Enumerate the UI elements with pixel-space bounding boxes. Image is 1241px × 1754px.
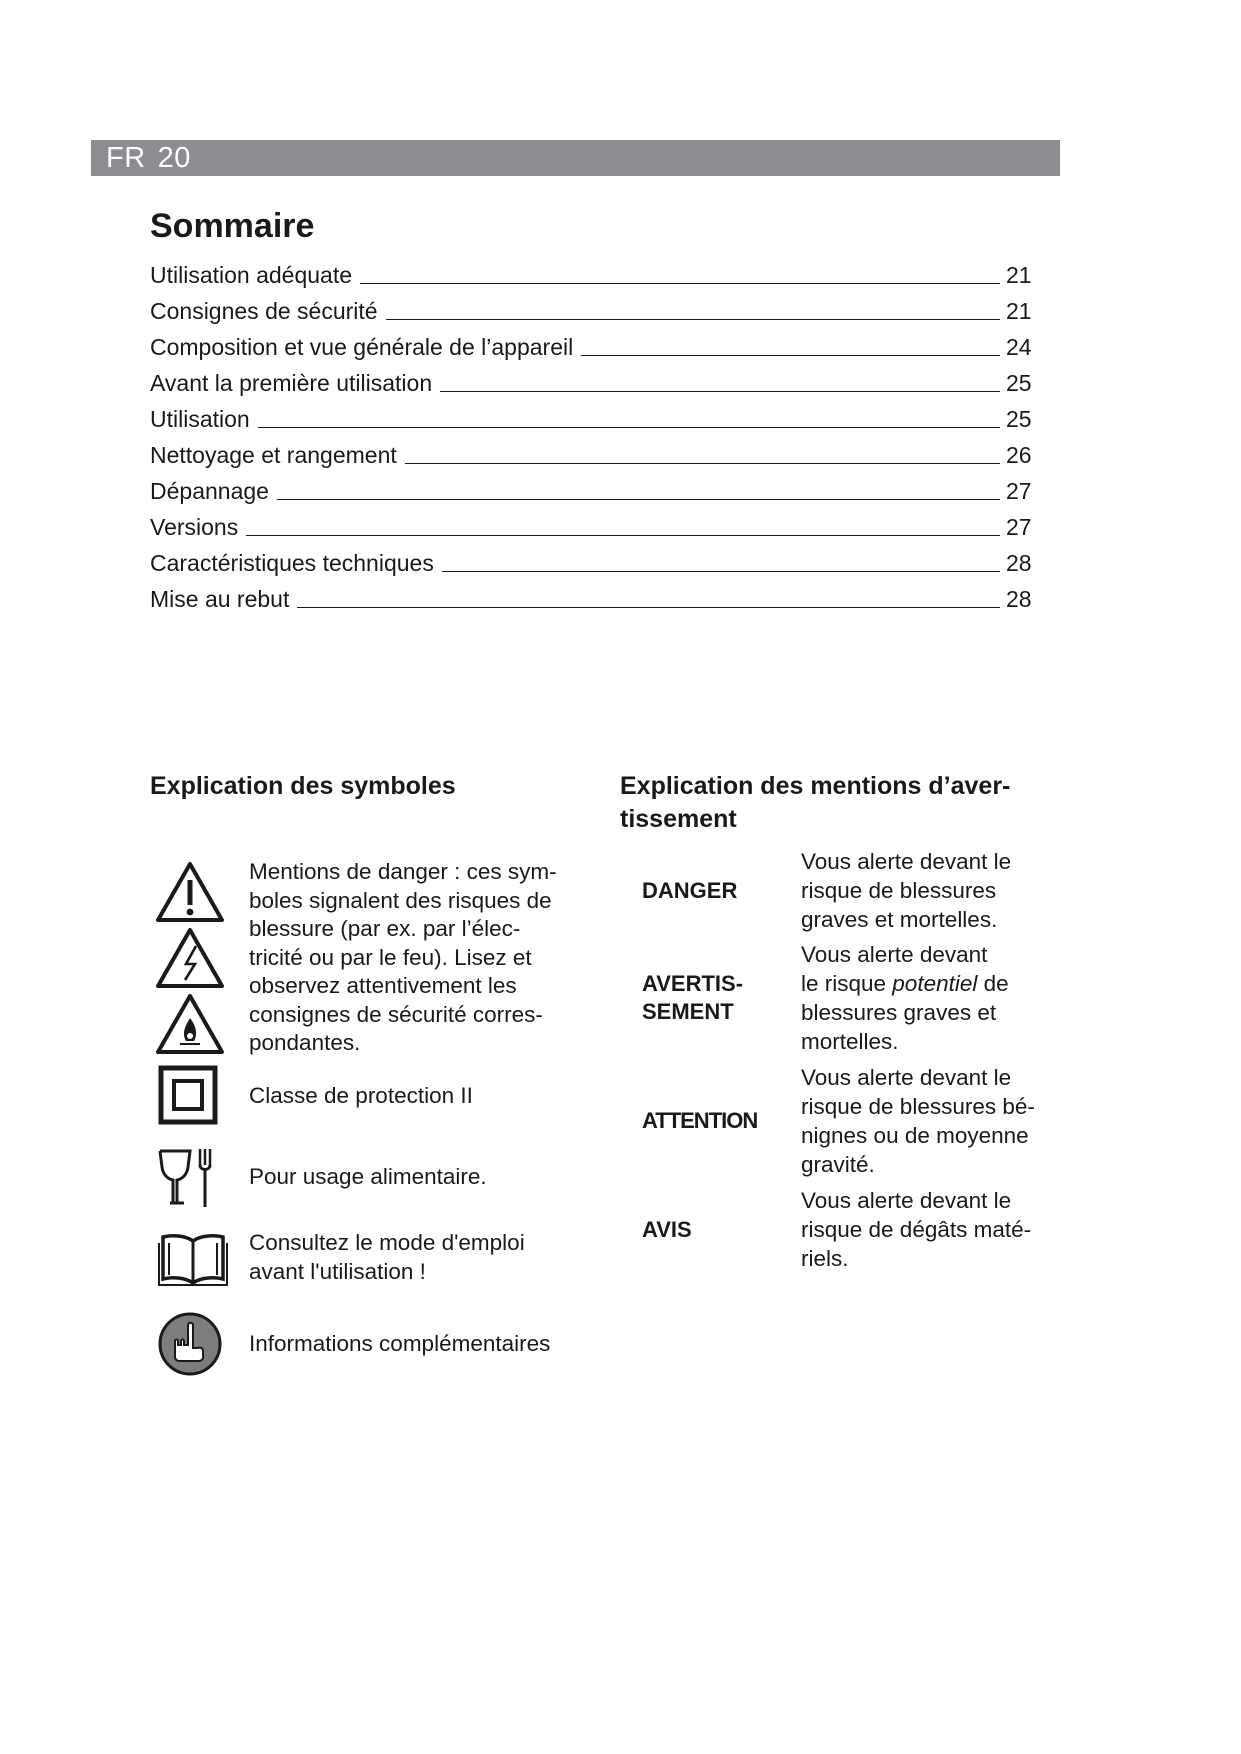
toc-entry[interactable] [150,541,1040,577]
toc-entry-page: 21 [1006,262,1032,288]
toc-entry-label: Nettoyage et rangement [150,442,397,468]
toc-entry-page: 27 [1006,478,1032,504]
warnings-section [620,770,1050,1271]
warning-avis-desc: Vous alerte devant le risque de dégâts maté- riels. [801,1188,1032,1271]
toc-entry[interactable] [150,469,1040,505]
protection-class-ii-icon [158,1065,218,1130]
toc-entry-page: 27 [1006,514,1032,540]
toc-entry-page: 28 [1006,586,1032,612]
toc-entry-label: Caractéristiques techniques [150,550,434,576]
warning-attention-desc: Vous alerte devant le risque de blessures bé- nignes ou de moyenne gravité. [801,1065,1035,1177]
toc-leader-line [246,535,1000,536]
toc-entry[interactable] [150,325,1040,361]
toc-entry-page: 28 [1006,550,1032,576]
toc-entry-page: 25 [1006,406,1032,432]
toc-leader-line [581,355,1000,356]
toc-leader-line [405,463,1000,464]
danger-triangles-icon [156,858,228,1063]
warnings-section-title: Explication des mentions d’aver- tissement [620,772,1011,833]
toc-entry-page: 26 [1006,442,1032,468]
toc-entry[interactable] [150,253,1040,289]
warning-avertissement-desc: Vous alerte devant le risque potentiel de blessures graves et mortelles. [801,942,1009,1054]
toc-entry-label: Utilisation [150,406,250,432]
toc-entry-label: Versions [150,514,239,540]
toc-entry-label: Utilisation adéquate [150,262,353,288]
info-hand-icon [157,1311,223,1382]
page-number: 20 [157,142,191,174]
symbol-danger-text: Mentions de danger : ces sym- boles signalent des risques de blessure (par ex. par l’élec- tricité ou par le feu). Lisez et observez attentivement les consignes de sécurité corres- pondantes. [249,859,557,1055]
warning-danger-label: DANGER [642,878,738,903]
toc-leader-line [442,571,1000,572]
toc-leader-line [360,283,1000,284]
table-of-contents [150,253,1040,613]
toc-entry[interactable] [150,289,1040,325]
toc-leader-line [440,391,1000,392]
toc-entry-page: 25 [1006,370,1032,396]
warning-attention-label: ATTENTION [642,1108,758,1133]
symbols-section-title: Explication des symboles [150,772,456,800]
symbol-manual-text: Consultez le mode d'emploi avant l'utilisation ! [249,1230,525,1284]
toc-leader-line [386,319,1000,320]
toc-entry-label: Mise au rebut [150,586,290,612]
toc-entry[interactable] [150,433,1040,469]
warning-avertissement-label: AVERTIS- SEMENT [642,971,744,1024]
page-header-bar [91,140,1060,176]
toc-entry-page: 24 [1006,334,1032,360]
toc-entry[interactable] [150,361,1040,397]
toc-entry-label: Consignes de sécurité [150,298,378,324]
food-safe-icon [156,1145,216,1214]
symbol-info-text: Informations complémentaires [249,1331,551,1356]
warning-avis-label: AVIS [642,1217,692,1242]
toc-entry[interactable] [150,577,1040,613]
toc-leader-line [277,499,1000,500]
toc-title: Sommaire [150,207,315,245]
toc-entry[interactable] [150,397,1040,433]
toc-entry-label: Avant la première utilisation [150,370,433,396]
toc-leader-line [258,427,1000,428]
toc-entry-page: 21 [1006,298,1032,324]
symbols-section [150,770,580,1356]
symbol-food-text: Pour usage alimentaire. [249,1164,487,1189]
warning-danger-desc: Vous alerte devant le risque de blessures graves et mortelles. [801,849,1012,932]
toc-leader-line [297,607,1000,608]
manual-book-icon [157,1229,229,1294]
symbol-protection-text: Classe de protection II [249,1083,473,1108]
toc-entry-label: Dépannage [150,478,269,504]
toc-entry[interactable] [150,505,1040,541]
toc-entry-label: Composition et vue générale de l’appareil [150,334,574,360]
language-code: FR [106,142,146,174]
